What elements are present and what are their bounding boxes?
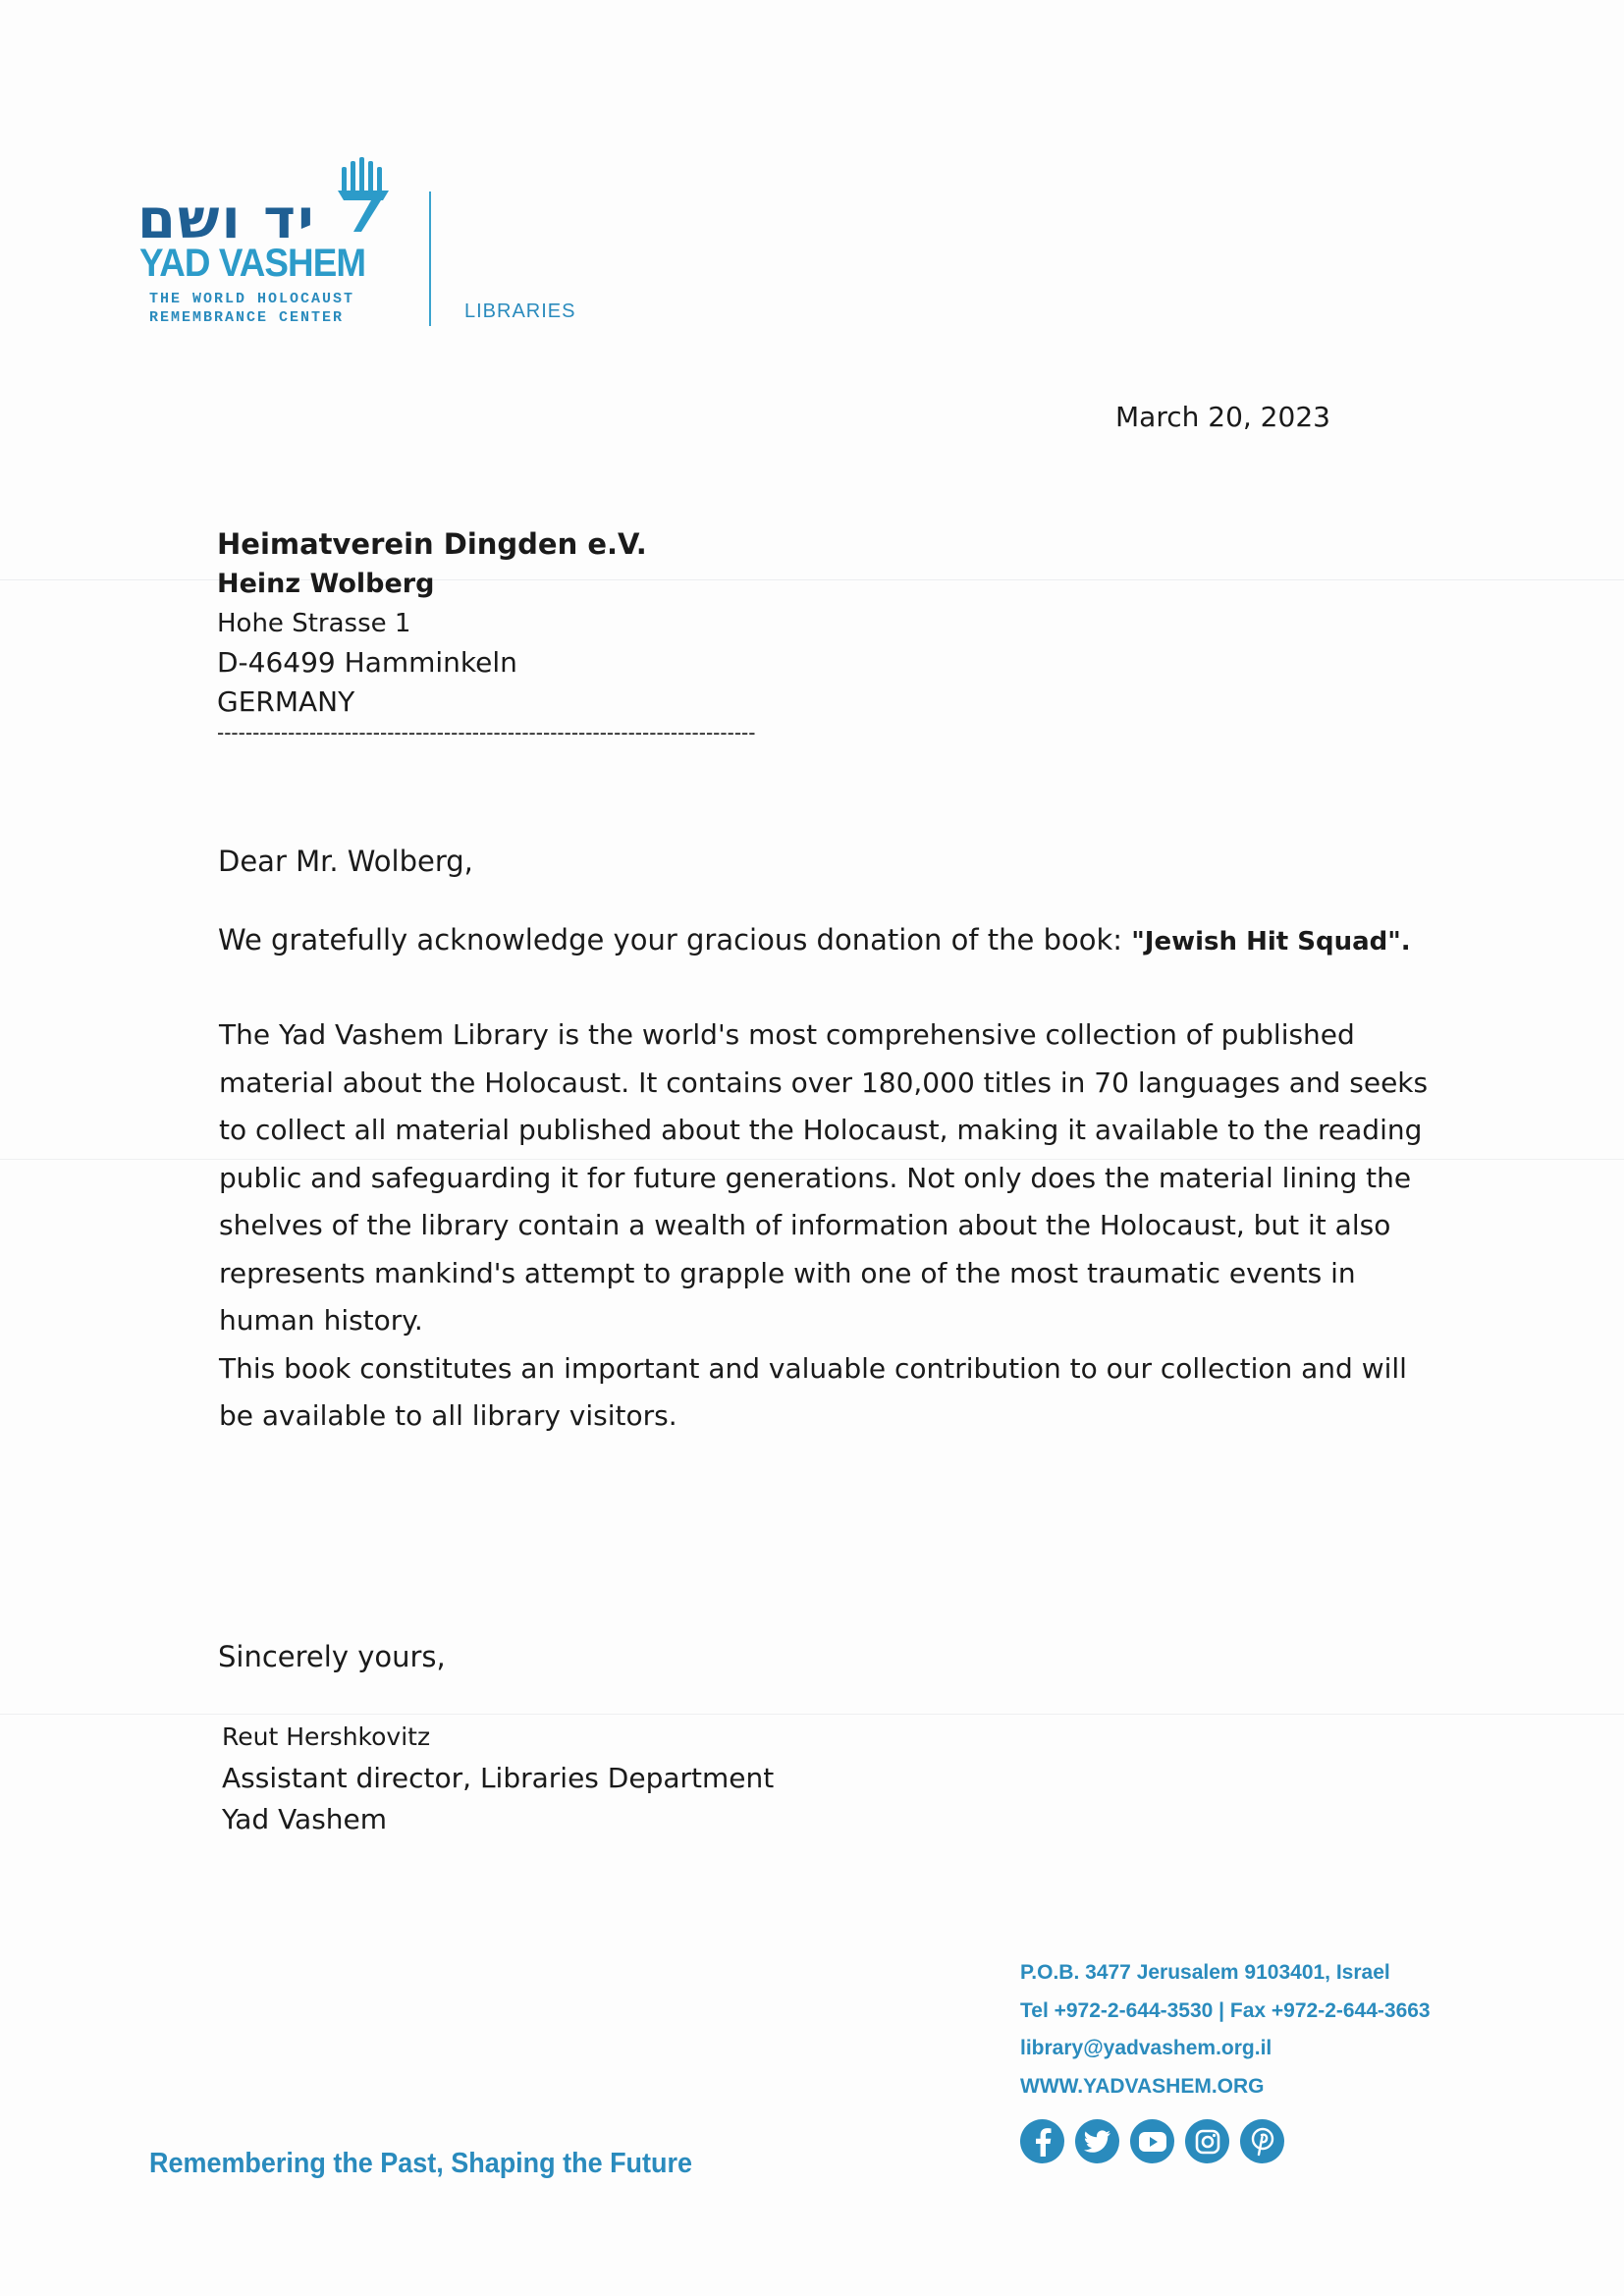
body-paragraph xyxy=(219,1011,1429,1441)
social-icons xyxy=(1020,2119,1284,2164)
menorah-icon xyxy=(332,155,393,234)
letter-date: March 20, 2023 xyxy=(1115,401,1330,433)
recipient-street: Hohe Strasse 1 xyxy=(217,609,411,638)
signer-organization: Yad Vashem xyxy=(222,1803,388,1835)
instagram-icon[interactable] xyxy=(1185,2119,1229,2163)
recipient-address xyxy=(217,523,904,743)
logo-hebrew-text: יד ושם xyxy=(137,188,316,251)
footer-motto: Remembering the Past, Shaping the Future xyxy=(149,2148,692,2179)
letterhead-divider xyxy=(429,191,431,326)
book-title: "Jewish Hit Squad". xyxy=(1131,927,1411,957)
logo-tagline-line1: THE WORLD HOLOCAUST xyxy=(149,291,355,307)
paragraph-line: This book constitutes an important and valuable contribution to our collection and will xyxy=(219,1351,1407,1385)
yad-vashem-logo xyxy=(137,155,398,332)
logo-name: YAD VASHEM xyxy=(139,242,366,285)
recipient-city: D-46499 Hamminkeln xyxy=(217,646,517,679)
recipient-country: GERMANY xyxy=(217,685,355,718)
pinterest-icon[interactable] xyxy=(1240,2119,1284,2163)
department-label: LIBRARIES xyxy=(464,301,576,322)
footer-contact xyxy=(1020,1954,1431,2105)
acknowledgement xyxy=(218,923,1411,957)
paragraph-line: public and safeguarding it for future generations. Not only does the material lining the xyxy=(219,1161,1412,1194)
closing: Sincerely yours, xyxy=(218,1640,446,1673)
logo-tagline-line2: REMEMBRANCE CENTER xyxy=(149,309,345,326)
paragraph-line: shelves of the library contain a wealth of information about the Holocaust, but it also xyxy=(219,1209,1391,1241)
paragraph-line: to collect all material published about the Holocaust, making it available to the reading xyxy=(219,1114,1423,1146)
recipient-organization: Heimatverein Dingden e.V. xyxy=(217,527,647,561)
scan-line xyxy=(0,1714,1624,1715)
salutation: Dear Mr. Wolberg, xyxy=(218,845,473,878)
paragraph-line: human history. xyxy=(219,1304,423,1337)
footer-address: P.O.B. 3477 Jerusalem 9103401, Israel xyxy=(1020,1961,1390,1984)
signer-title: Assistant director, Libraries Department xyxy=(222,1762,775,1794)
address-separator: ---------------------------------------------------------------------------- xyxy=(217,722,756,743)
youtube-icon[interactable] xyxy=(1130,2119,1174,2163)
signer-name: Reut Hershkovitz xyxy=(222,1722,431,1751)
footer-phone-fax: Tel +972-2-644-3530 | Fax +972-2-644-3663 xyxy=(1020,1998,1431,2022)
recipient-person: Heinz Wolberg xyxy=(217,569,435,599)
twitter-icon[interactable] xyxy=(1075,2119,1119,2163)
paragraph-line: be available to all library visitors. xyxy=(219,1399,677,1432)
facebook-icon[interactable] xyxy=(1020,2119,1064,2163)
footer-website[interactable]: WWW.YADVASHEM.ORG xyxy=(1020,2074,1265,2098)
signature-block xyxy=(222,1717,774,1840)
acknowledgement-text: We gratefully acknowledge your gracious donation of the book: xyxy=(218,923,1132,957)
paragraph-line: The Yad Vashem Library is the world's most comprehensive collection of published xyxy=(219,1018,1355,1051)
footer-email[interactable]: library@yadvashem.org.il xyxy=(1020,2037,1272,2059)
paragraph-line: material about the Holocaust. It contains over 180,000 titles in 70 languages and seeks xyxy=(219,1066,1429,1099)
logo-tagline xyxy=(149,290,354,327)
paragraph-line: represents mankind's attempt to grapple with one of the most traumatic events in xyxy=(219,1256,1356,1289)
